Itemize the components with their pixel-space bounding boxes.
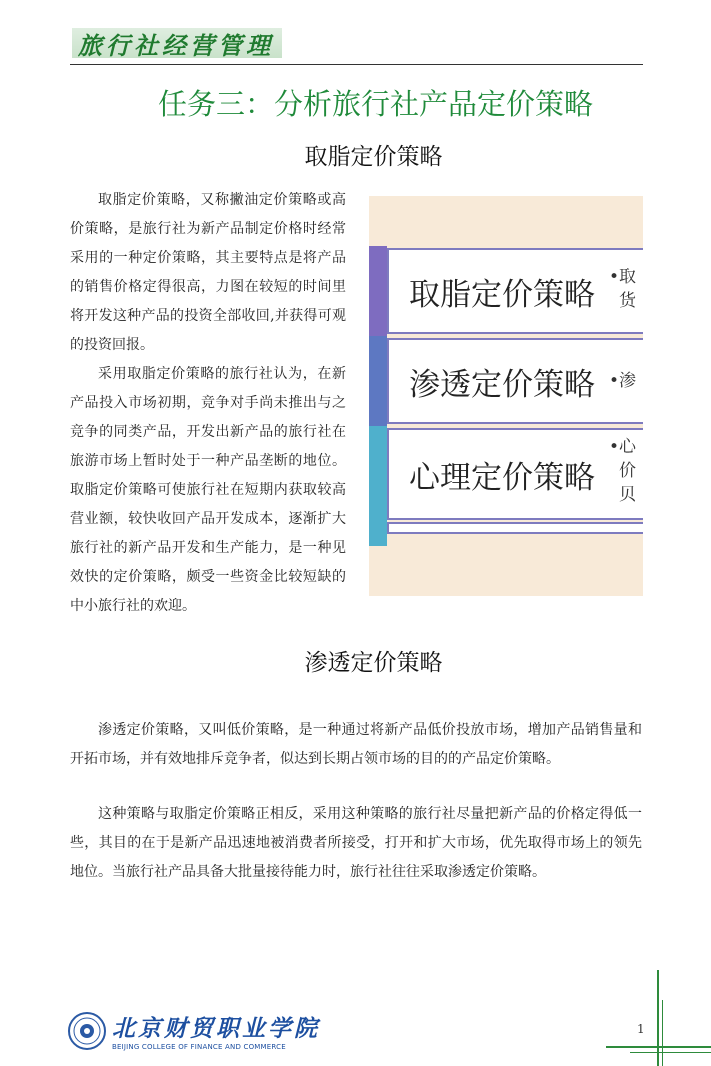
slide-band	[369, 336, 387, 426]
slide-row-skimming: 取脂定价策略	[387, 248, 643, 334]
slide-row-psychological: 心理定价策略	[387, 428, 643, 520]
section-title-penetration: 渗透定价策略	[304, 650, 443, 676]
college-logo	[68, 1010, 320, 1051]
paragraph: 取脂定价策略，又称撇油定价策略或高价策略，是旅行社为新产品制定价格时经常采用的一种定价策略，其主要特点是将产品的销售价格定得很高，力图在较短的时间里将开发这种产品的投资全部收回,并获得可观的投资回报。	[70, 192, 346, 353]
slide-band	[369, 426, 387, 546]
slide-bullet-tail: 贝	[619, 485, 636, 505]
slide-row-bottom	[387, 522, 643, 534]
college-emblem-icon	[68, 1012, 106, 1050]
slide-bullet-tail: 货	[619, 291, 636, 311]
college-name-en: BEIJING COLLEGE OF FINANCE AND COMMERCE	[112, 1043, 286, 1051]
footer-deco-line	[630, 1052, 711, 1053]
paragraph: 这种策略与取脂定价策略正相反，采用这种策略的旅行社尽量把新产品的价格定得低一些，其目的在于是新产品迅速地被消费者所接受，打开和扩大市场，优先取得市场上的领先地位。当旅行社产品具备大批量接待能力时，旅行社往往采取渗透定价策略。	[70, 806, 642, 880]
strategy-slide-image	[369, 196, 643, 596]
header-divider	[70, 64, 643, 65]
slide-band	[369, 246, 387, 336]
section-title-skimming: 取脂定价策略	[304, 144, 443, 170]
task-title: 任务三：分析旅行社产品定价策略	[157, 87, 593, 121]
header-title: 旅行社经营管理	[72, 28, 282, 58]
slide-bullet: •取	[609, 267, 637, 287]
slide-bullet-tail: 价	[619, 461, 636, 481]
slide-row-penetration: 渗透定价策略	[387, 338, 643, 424]
page-number: 1	[637, 1022, 645, 1036]
slide-bullet: •渗	[609, 371, 637, 391]
footer-deco-line	[662, 1000, 663, 1066]
footer-deco-line	[606, 1046, 711, 1048]
paragraph: 采用取脂定价策略的旅行社认为，在新产品投入市场初期，竞争对手尚未推出与之竞争的同类产品，开发出新产品的旅行社在旅游市场上暂时处于一种产品垄断的地位。取脂定价策略可使旅行社在短期内获取较高营业额，较快收回产品开发成本，逐渐扩大旅行社的新产品开发和生产能力，是一种见效快的定价策略，颇受一些资金比较短缺的中小旅行社的欢迎。	[70, 366, 346, 614]
college-name-cn: 北京财贸职业学院	[112, 1015, 320, 1042]
slide-bullet: •心	[609, 437, 637, 457]
paragraph: 渗透定价策略，又叫低价策略，是一种通过将新产品低价投放市场，增加产品销售量和开拓市场，并有效地排斥竞争者，似达到长期占领市场的目的的产品定价策略。	[70, 722, 642, 767]
